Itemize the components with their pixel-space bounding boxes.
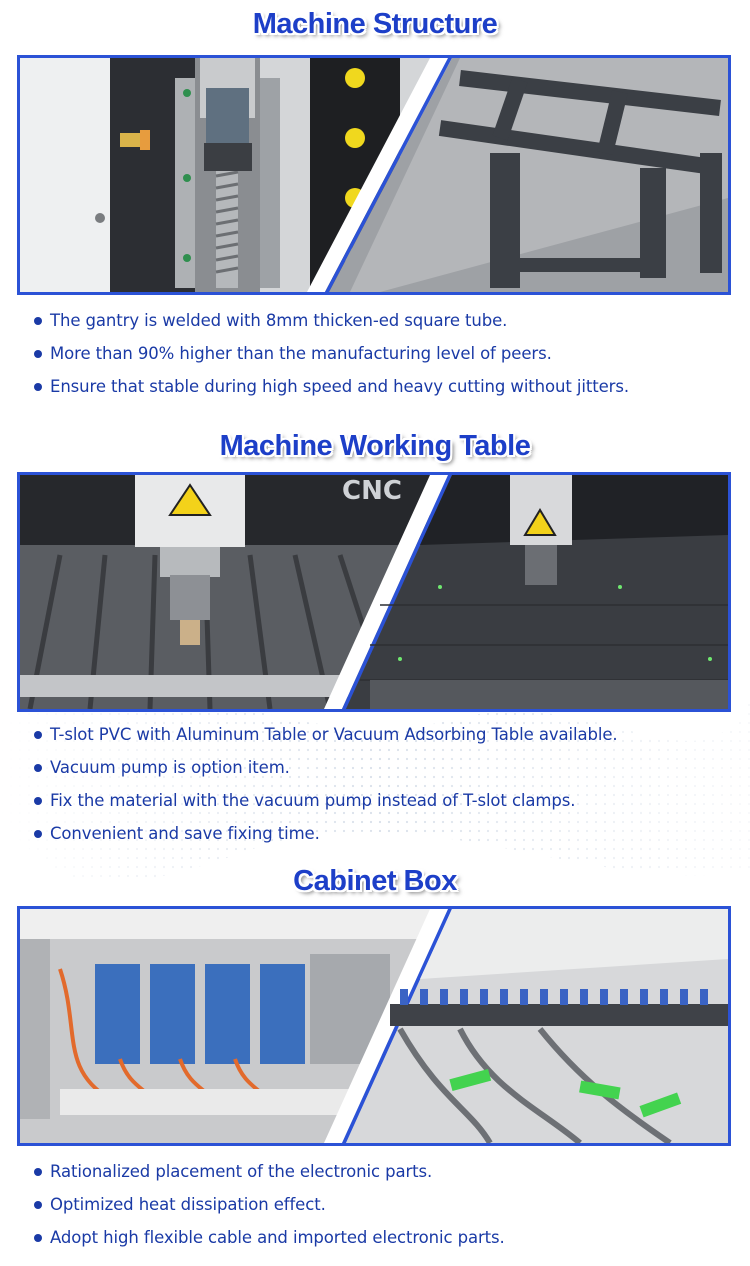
bullet-item: Adopt high flexible cable and imported electronic parts. xyxy=(34,1221,505,1254)
bullet-item: Convenient and save fixing time. xyxy=(34,817,618,850)
machine-structure-bullets xyxy=(34,304,629,403)
bullet-item: Vacuum pump is option item. xyxy=(34,751,618,784)
machine-structure-photos xyxy=(17,55,731,295)
bullet-item: Ensure that stable during high speed and heavy cutting without jitters. xyxy=(34,370,629,403)
section-heading: Machine Working Table xyxy=(219,430,531,462)
bullet-item: T-slot PVC with Aluminum Table or Vacuum Adsorbing Table available. xyxy=(34,718,618,751)
section-heading: Machine Structure xyxy=(252,8,498,40)
working-table-bullets xyxy=(34,718,618,850)
bullet-item: Fix the material with the vacuum pump instead of T-slot clamps. xyxy=(34,784,618,817)
bullet-item: Rationalized placement of the electronic parts. xyxy=(34,1155,505,1188)
cnc-label: CNC xyxy=(342,476,402,506)
section-heading: Cabinet Box xyxy=(293,865,457,897)
bullet-item: More than 90% higher than the manufacturing level of peers. xyxy=(34,337,629,370)
cabinet-box-bullets xyxy=(34,1155,505,1254)
bullet-item: The gantry is welded with 8mm thicken-ed square tube. xyxy=(34,304,629,337)
bullet-item: Optimized heat dissipation effect. xyxy=(34,1188,505,1221)
cabinet-box-photos xyxy=(17,906,731,1146)
working-table-photos xyxy=(17,472,731,712)
